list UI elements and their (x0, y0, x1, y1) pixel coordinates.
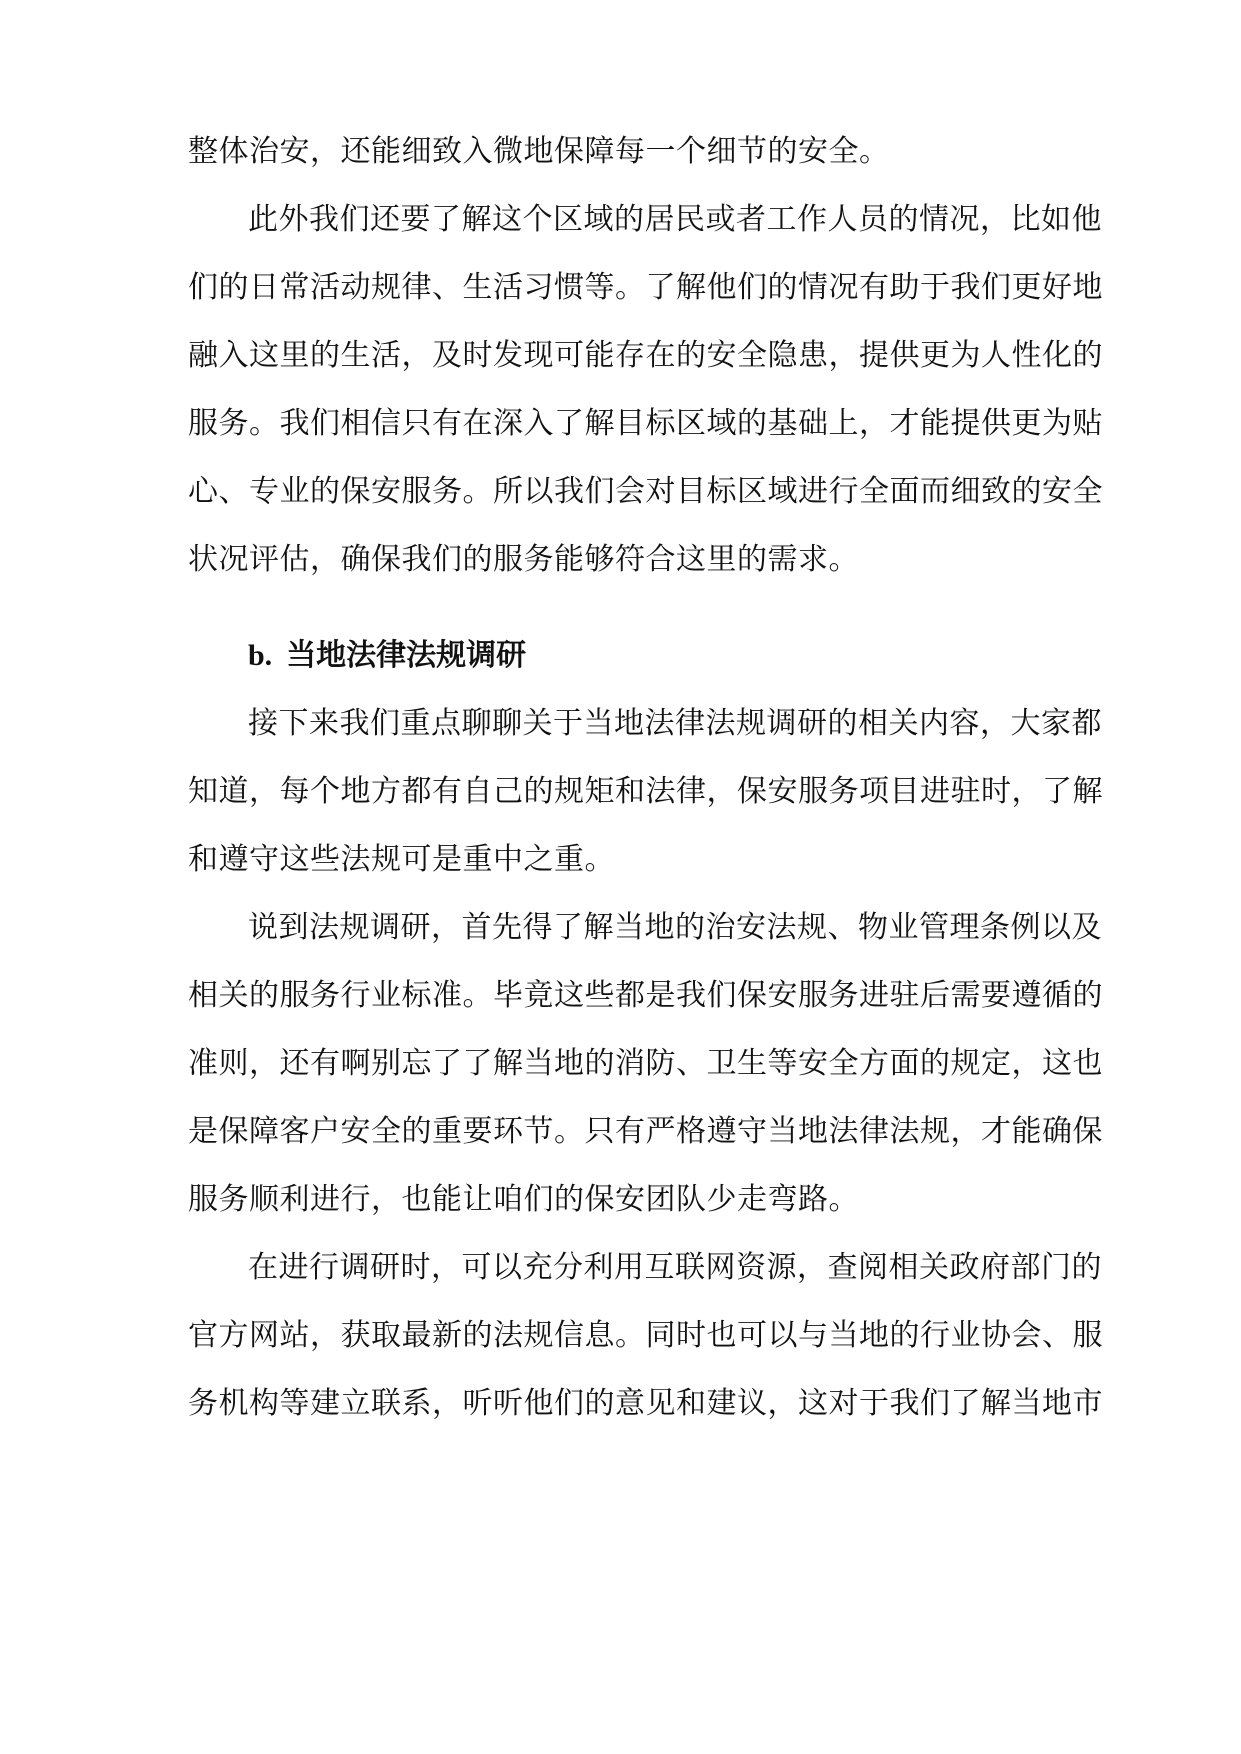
paragraph-line: 和遵守这些法规可是重中之重。 (188, 842, 615, 877)
paragraph-line: 融入这里的生活，及时发现可能存在的安全隐患，提供更为人性化的 (188, 338, 1103, 373)
paragraph-line: 务机构等建立联系，听听他们的意见和建议，这对于我们了解当地市 (188, 1386, 1103, 1421)
paragraph-line: 接下来我们重点聊聊关于当地法律法规调研的相关内容，大家都 (248, 706, 1102, 741)
paragraph-line: 此外我们还要了解这个区域的居民或者工作人员的情况，比如他 (248, 202, 1102, 237)
paragraph-line: 准则，还有啊别忘了了解当地的消防、卫生等安全方面的规定，这也 (188, 1046, 1103, 1081)
paragraph-line: 在进行调研时，可以充分利用互联网资源，查阅相关政府部门的 (248, 1250, 1102, 1285)
paragraph-line: 知道，每个地方都有自己的规矩和法律，保安服务项目进驻时，了解 (188, 774, 1103, 809)
paragraph-line: 服务。我们相信只有在深入了解目标区域的基础上，才能提供更为贴 (188, 406, 1103, 441)
paragraph-line: 整体治安，还能细致入微地保障每一个细节的安全。 (188, 134, 890, 169)
section-marker: b. (248, 639, 273, 672)
paragraph-line: 说到法规调研，首先得了解当地的治安法规、物业管理条例以及 (248, 910, 1102, 945)
paragraph-line: 服务顺利进行，也能让咱们的保安团队少走弯路。 (188, 1182, 859, 1217)
paragraph-line: 状况评估，确保我们的服务能够符合这里的需求。 (188, 542, 859, 577)
paragraph-line: 官方网站，获取最新的法规信息。同时也可以与当地的行业协会、服 (188, 1318, 1103, 1353)
section-heading (248, 636, 526, 676)
section-title: 当地法律法规调研 (286, 638, 527, 673)
paragraph-line: 们的日常活动规律、生活习惯等。了解他们的情况有助于我们更好地 (188, 270, 1103, 305)
paragraph-line: 是保障客户安全的重要环节。只有严格遵守当地法律法规，才能确保 (188, 1114, 1103, 1149)
paragraph-line: 相关的服务行业标准。毕竟这些都是我们保安服务进驻后需要遵循的 (188, 978, 1103, 1013)
paragraph-line: 心、专业的保安服务。所以我们会对目标区域进行全面而细致的安全 (188, 474, 1103, 509)
